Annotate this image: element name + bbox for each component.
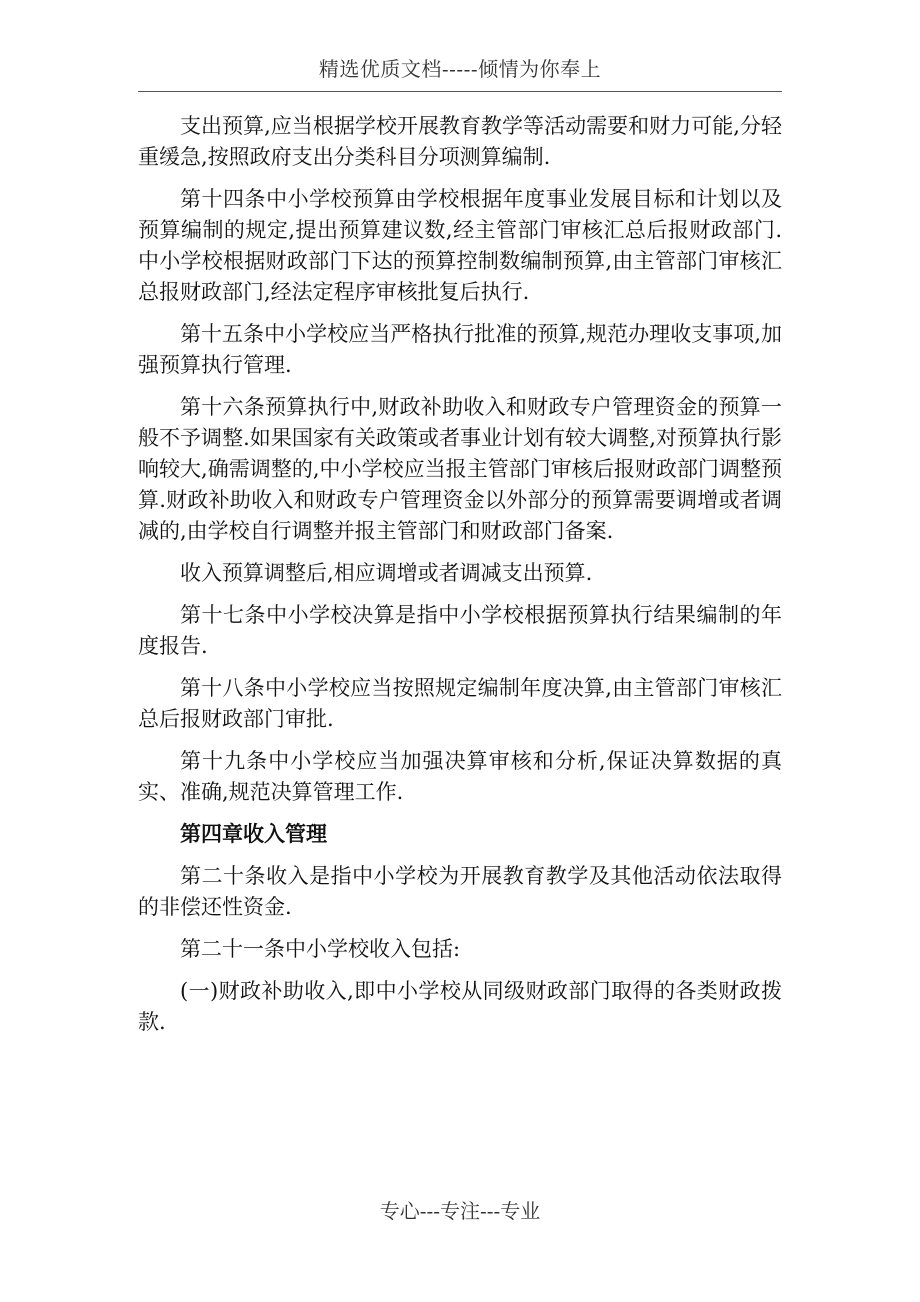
page-header: 精选优质文档-----倾情为你奉上	[318, 57, 602, 81]
paragraph-expenditure-budget: 支出预算,应当根据学校开展教育教学等活动需要和财力可能,分轻重缓急,按照政府支出分类科目分项测算编制.	[138, 114, 782, 169]
paragraph-article-14: 第十四条中小学校预算由学校根据年度事业发展目标和计划以及预算编制的规定,提出预算建议数,经主管部门审核汇总后报财政部门.中小学校根据财政部门下达的预算控制数编制预算,由主管部门审核汇总报财政部门,经法定程序审核批复后执行.	[138, 187, 782, 304]
page-footer: 专心---专注---专业	[379, 1199, 541, 1223]
chapter-heading: 第四章收入管理	[180, 822, 327, 846]
paragraph-article-18: 第十八条中小学校应当按照规定编制年度决算,由主管部门审核汇总后报财政部门审批.	[138, 676, 782, 731]
paragraph-article-21: 第二十一条中小学校收入包括:	[180, 937, 461, 961]
paragraph-article-15: 第十五条中小学校应当严格执行批准的预算,规范办理收支事项,加强预算执行管理.	[138, 322, 782, 377]
header-divider	[138, 91, 782, 92]
paragraph-article-20: 第二十条收入是指中小学校为开展教育教学及其他活动依法取得的非偿还性资金.	[138, 864, 782, 919]
paragraph-item-1: (一)财政补助收入,即中小学校从同级财政部门取得的各类财政拨款.	[138, 979, 782, 1034]
document-body	[138, 111, 782, 1049]
paragraph-article-17: 第十七条中小学校决算是指中小学校根据预算执行结果编制的年度报告.	[138, 603, 782, 658]
paragraph-article-19: 第十九条中小学校应当加强决算审核和分析,保证决算数据的真实、准确,规范决算管理工作.	[138, 749, 782, 804]
paragraph-budget-adjustment: 收入预算调整后,相应调增或者调减支出预算.	[180, 561, 593, 585]
paragraph-article-16: 第十六条预算执行中,财政补助收入和财政专户管理资金的预算一般不予调整.如果国家有关政策或者事业计划有较大调整,对预算执行影响较大,确需调整的,中小学校应当报主管部门审核后报财政部门调整预算.财政补助收入和财政专户管理资金以外部分的预算需要调增或者调减的,由学校自行调整并报主管部门和财政部门备案.	[138, 395, 782, 543]
